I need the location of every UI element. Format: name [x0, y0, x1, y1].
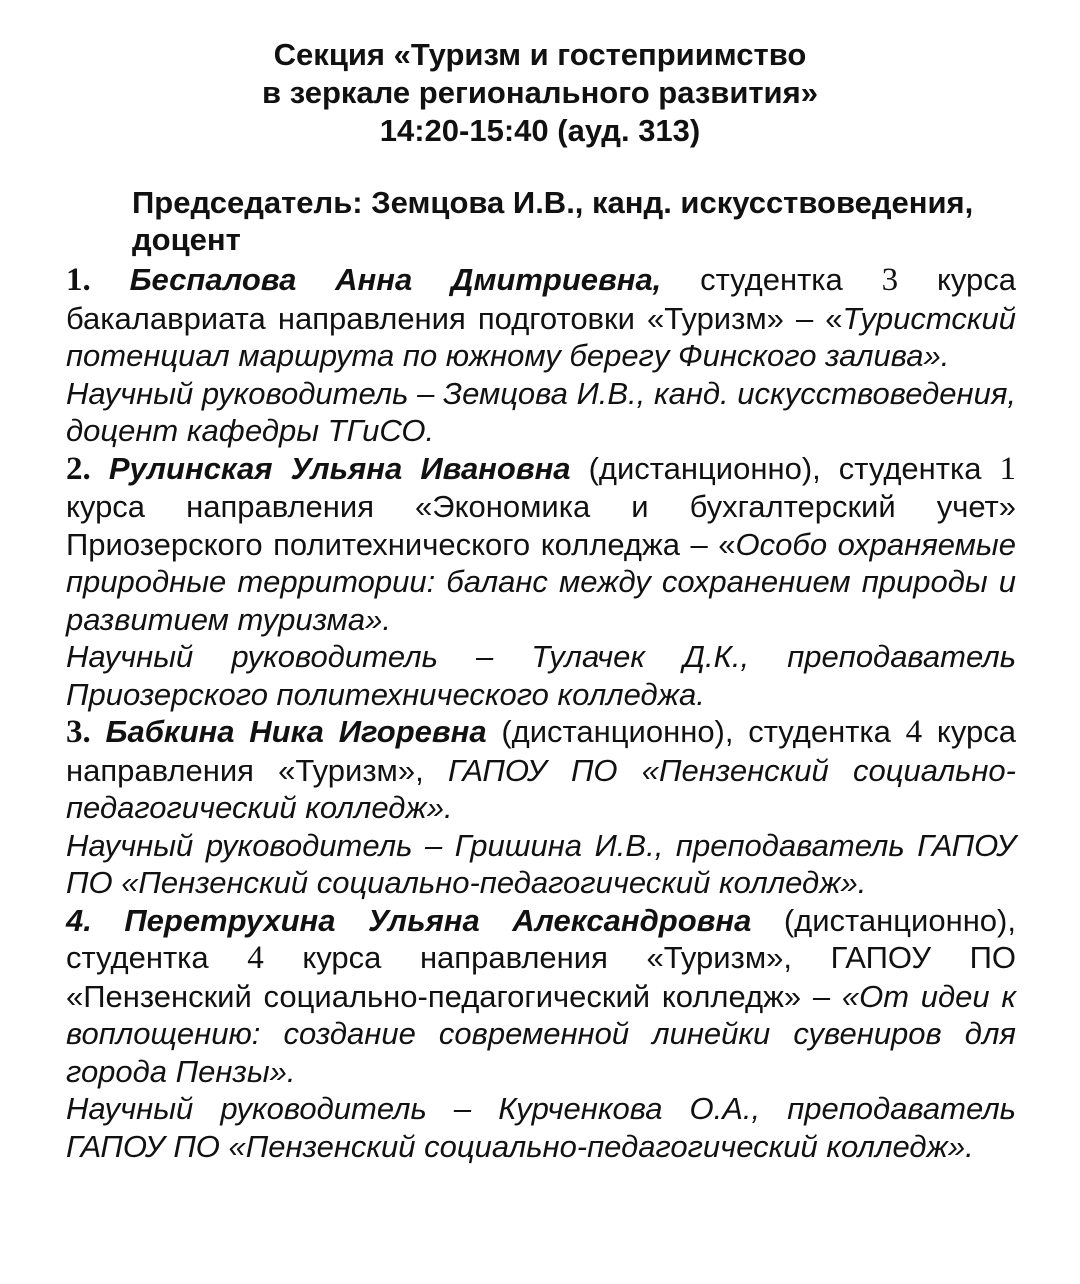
supervisor: Научный руководитель – Гришина И.В., преподаватель ГАПОУ ПО «Пензенский социально-педагогический колледж».	[66, 827, 1016, 900]
speaker-name: Беспалова Анна Дмитриевна,	[129, 262, 662, 297]
speaker-program: курса бакалавриата направления подготовки «Туризм» – «	[66, 262, 1016, 336]
speaker-entry-4	[66, 902, 1016, 1166]
section-time-room: 14:20-15:40 (ауд. 313)	[379, 113, 701, 148]
speaker-status: (дистанционно), студентка	[66, 902, 1016, 975]
entry-text	[66, 261, 1016, 375]
speaker-name: Перетрухина Ульяна Александровна	[124, 902, 752, 938]
speaker-status: (дистанционно), студентка	[570, 450, 1000, 486]
entry-text	[66, 450, 1016, 639]
speaker-entry-3	[66, 713, 1016, 902]
talk-topic: «От идеи к воплощению: создание современной линейки сувениров для города Пензы».	[66, 978, 1016, 1089]
entry-number: 2.	[66, 450, 91, 487]
talk-topic: Туристский потенциал маршрута по южному берегу Финского залива».	[66, 300, 1016, 373]
entry-text	[66, 713, 1016, 827]
entry-text	[66, 902, 1016, 1091]
course-number: 4	[247, 940, 264, 976]
speaker-name: Бабкина Ника Игоревна	[105, 714, 487, 749]
supervisor: Научный руководитель – Тулачек Д.К., преподаватель Приозерского политехнического колледжа.	[66, 639, 1016, 712]
section-title-line-2: в зеркале регионального развития»	[262, 75, 818, 110]
talk-topic: Особо охраняемые природные территории: баланс между сохранением природы и развитием туризма».	[66, 526, 1016, 637]
supervisor: Научный руководитель – Земцова И.В., канд. искусствоведения, доцент кафедры ТГиСО.	[66, 375, 1016, 448]
section-chair: Председатель: Земцова И.В., канд. искусствоведения, доцент	[132, 185, 974, 257]
section-title-line-1: Секция «Туризм и гостеприимство	[273, 37, 807, 72]
entry-number: 3.	[66, 714, 91, 750]
speaker-status: (дистанционно), студентка	[486, 714, 906, 749]
speaker-program: курса направления «Туризм»,	[66, 714, 1016, 788]
talk-topic: ГАПОУ ПО «Пензенский социально-педагогический колледж».	[66, 752, 1016, 825]
course-number: 3	[881, 262, 899, 298]
speaker-program: курса направления «Экономика и бухгалтерский учет» Приозерского политехнического колледжа – «	[66, 489, 1016, 562]
speaker-list	[66, 261, 1016, 1165]
speaker-name: Рулинская Ульяна Ивановна	[108, 450, 571, 486]
entry-number: 1.	[66, 262, 91, 298]
speaker-status: студентка	[661, 262, 882, 297]
supervisor: Научный руководитель – Курченкова О.А., преподаватель ГАПОУ ПО «Пензенский социально-педагогический колледж».	[66, 1091, 1016, 1164]
course-number: 1	[999, 450, 1016, 487]
section-header	[0, 36, 1080, 150]
entry-number: 4.	[66, 902, 92, 938]
speaker-program: курса направления «Туризм», ГАПОУ ПО «Пензенский социально-педагогический колледж» –	[66, 940, 1016, 1014]
course-number: 4	[905, 714, 923, 750]
speaker-entry-1	[66, 261, 1016, 450]
speaker-entry-2	[66, 450, 1016, 714]
